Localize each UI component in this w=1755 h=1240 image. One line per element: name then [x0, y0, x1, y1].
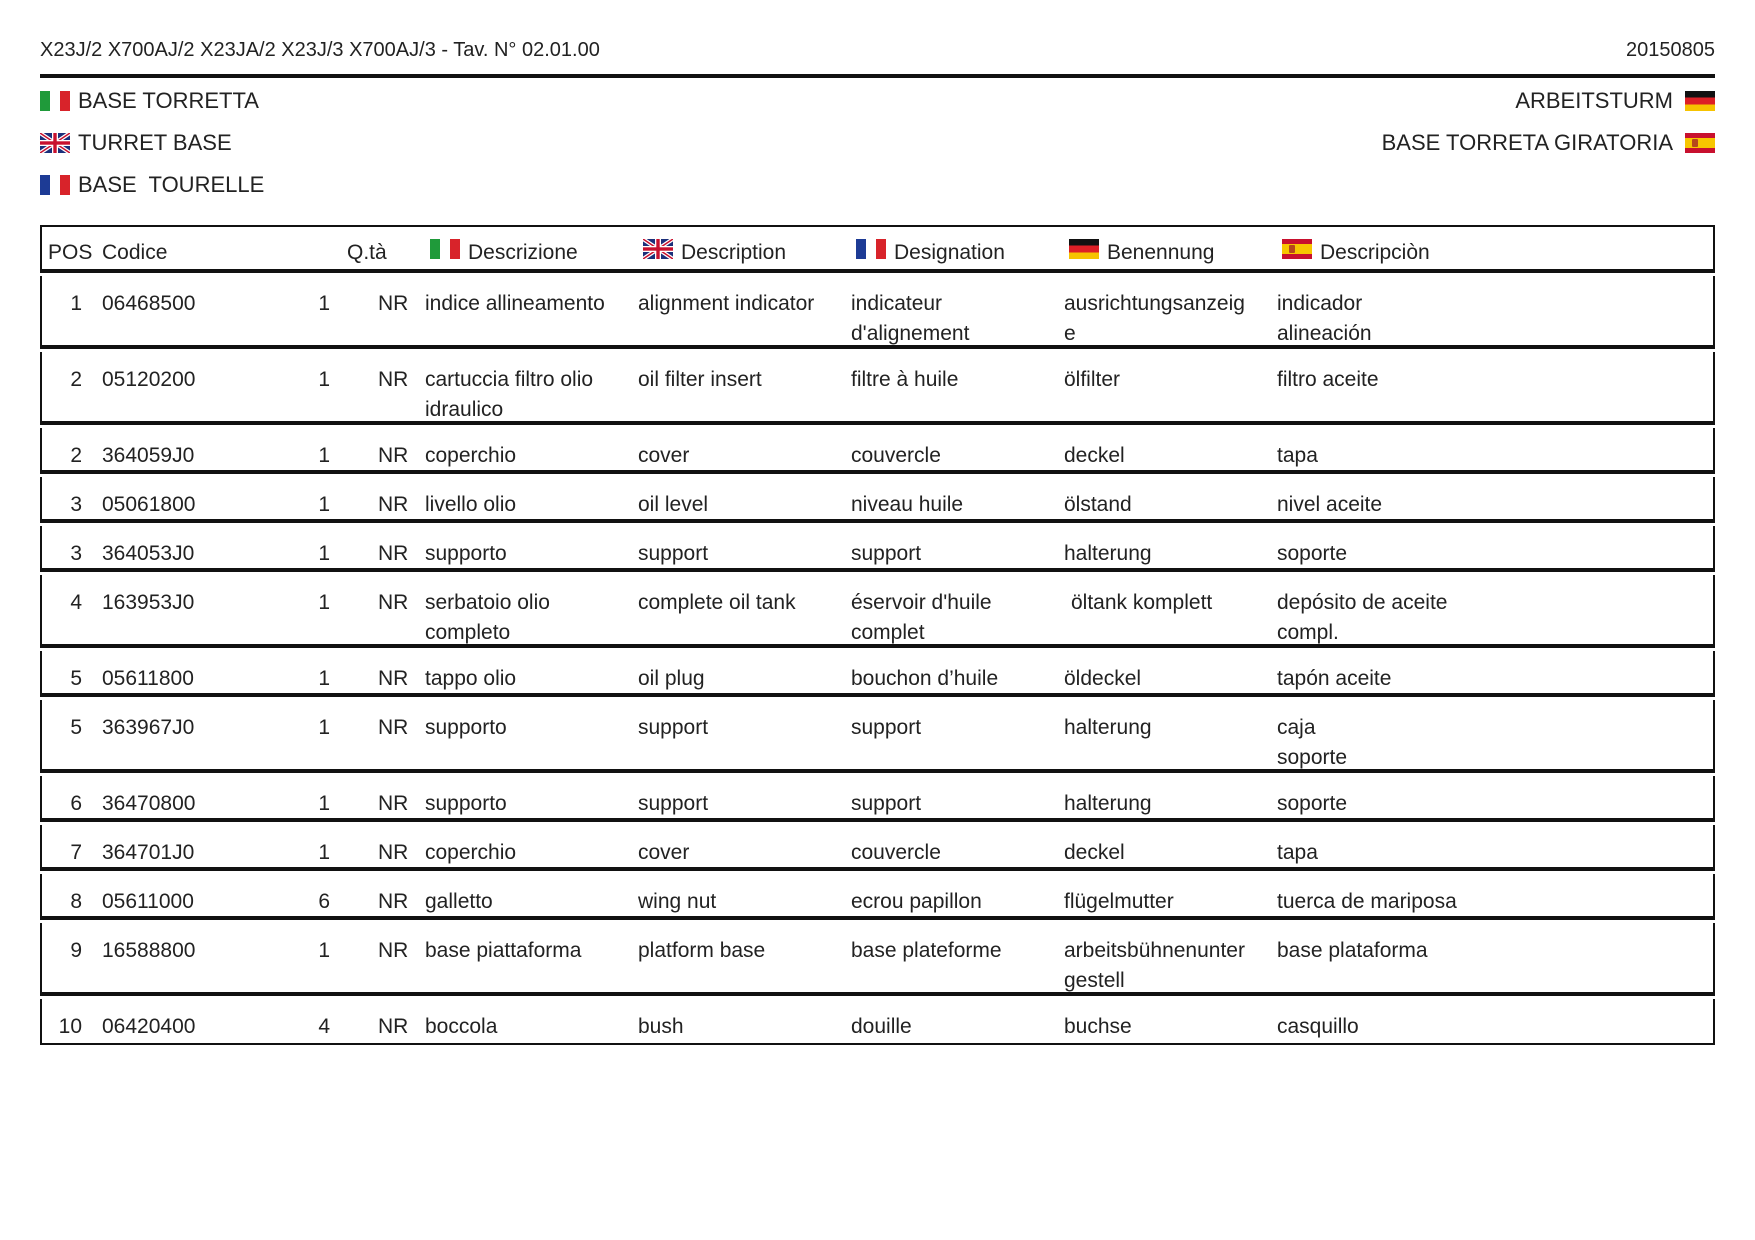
germany-flag-icon: [1685, 91, 1715, 111]
italy-flag-icon: [430, 239, 460, 259]
row-qty: 1: [318, 939, 330, 962]
row-desc-es: base plataforma: [1277, 939, 1428, 962]
row-desc-es: indicador alineación: [1277, 292, 1372, 345]
row-desc-it: indice allineamento: [425, 292, 605, 315]
row-desc-en: platform base: [638, 939, 766, 962]
col-it-label: Descrizione: [468, 241, 578, 264]
row-unit: NR: [378, 792, 409, 815]
row-desc-de: halterung: [1064, 792, 1152, 815]
table-row: [40, 651, 1715, 697]
row-desc-it: boccola: [425, 1015, 498, 1038]
row-desc-it: tappo olio: [425, 667, 517, 690]
row-qty: 1: [318, 444, 330, 467]
row-desc-fr: support: [851, 716, 922, 739]
col-qty: Q.tà: [347, 241, 387, 264]
row-desc-es: casquillo: [1277, 1015, 1359, 1038]
spain-flag-icon: [1685, 133, 1715, 153]
row-code: 364059J0: [102, 444, 195, 467]
table-row: [40, 874, 1715, 920]
row-desc-de: ausrichtungsanzeig e: [1064, 292, 1245, 345]
title-en-text: TURRET BASE: [78, 130, 232, 155]
col-code: Codice: [102, 241, 168, 264]
row-desc-it: supporto: [425, 792, 507, 815]
table-row: [40, 923, 1715, 996]
row-pos: 2: [70, 444, 82, 467]
row-pos: 2: [70, 368, 82, 391]
row-desc-es: tapa: [1277, 444, 1318, 467]
row-code: 06420400: [102, 1015, 196, 1038]
row-code: 364053J0: [102, 542, 195, 565]
row-unit: NR: [378, 368, 409, 391]
table-header: [40, 225, 1715, 273]
france-flag-icon: [856, 239, 886, 259]
row-code: 06468500: [102, 292, 196, 315]
row-desc-es: caja soporte: [1277, 716, 1348, 769]
row-desc-de: halterung: [1064, 716, 1152, 739]
row-desc-en: bush: [638, 1015, 684, 1038]
document-title: X23J/2 X700AJ/2 X23JA/2 X23J/3 X700AJ/3 - Tav. N° 02.01.00: [40, 39, 600, 61]
row-desc-en: oil level: [638, 493, 709, 516]
row-desc-fr: bouchon d’huile: [851, 667, 999, 690]
table-row: [40, 825, 1715, 871]
row-pos: 4: [70, 591, 82, 614]
row-pos: 6: [70, 792, 82, 815]
row-desc-es: nivel aceite: [1277, 493, 1383, 516]
row-code: 05611000: [102, 890, 194, 913]
row-desc-fr: support: [851, 542, 922, 565]
title-it-text: BASE TORRETTA: [78, 88, 259, 113]
table-row: [40, 428, 1715, 474]
uk-flag-icon: [40, 133, 70, 153]
row-desc-it: base piattaforma: [425, 939, 582, 962]
table-row: [40, 276, 1715, 349]
row-code: 05120200: [102, 368, 196, 391]
row-qty: 4: [318, 1015, 330, 1038]
row-unit: NR: [378, 890, 409, 913]
title-en: [40, 130, 232, 156]
row-unit: NR: [378, 1015, 409, 1038]
title-de-text: ARBEITSTURM: [1515, 88, 1673, 113]
row-qty: 1: [318, 792, 330, 815]
row-qty: 1: [318, 542, 330, 565]
row-desc-fr: couvercle: [851, 444, 941, 467]
row-pos: 3: [70, 493, 82, 516]
row-unit: NR: [378, 841, 409, 864]
table-row: [40, 776, 1715, 822]
row-desc-de: öldeckel: [1064, 667, 1142, 690]
row-unit: NR: [378, 939, 409, 962]
row-desc-en: complete oil tank: [638, 591, 796, 614]
row-unit: NR: [378, 542, 409, 565]
row-desc-de: deckel: [1064, 841, 1125, 864]
table-row: [40, 700, 1715, 773]
table-row: [40, 526, 1715, 572]
row-qty: 1: [318, 716, 330, 739]
row-unit: NR: [378, 493, 409, 516]
row-pos: 7: [70, 841, 82, 864]
row-code: 363967J0: [102, 716, 195, 739]
row-code: 36470800: [102, 792, 196, 815]
row-desc-de: öltank komplett: [1071, 591, 1213, 614]
row-pos: 3: [70, 542, 82, 565]
row-desc-fr: couvercle: [851, 841, 941, 864]
row-desc-de: buchse: [1064, 1015, 1132, 1038]
header-divider: [40, 74, 1715, 78]
table-row: [40, 575, 1715, 648]
row-desc-fr: support: [851, 792, 922, 815]
col-it: [430, 241, 578, 265]
table-row: [40, 352, 1715, 425]
row-code: 16588800: [102, 939, 196, 962]
row-desc-de: arbeitsbühnenunter gestell: [1064, 939, 1245, 992]
col-fr-label: Designation: [894, 241, 1005, 264]
italy-flag-icon: [40, 91, 70, 111]
row-desc-fr: base plateforme: [851, 939, 1002, 962]
row-pos: 8: [70, 890, 82, 913]
row-desc-es: filtro aceite: [1277, 368, 1379, 391]
row-desc-de: ölfilter: [1064, 368, 1121, 391]
col-en-label: Description: [681, 241, 787, 264]
row-desc-de: deckel: [1064, 444, 1125, 467]
title-fr: [40, 172, 264, 198]
row-qty: 1: [318, 841, 330, 864]
row-desc-it: serbatoio olio completo: [425, 591, 550, 644]
col-pos: POS: [48, 241, 93, 264]
row-desc-en: cover: [638, 841, 690, 864]
row-desc-es: tapón aceite: [1277, 667, 1392, 690]
row-desc-es: tapa: [1277, 841, 1318, 864]
row-qty: 1: [318, 368, 330, 391]
row-desc-es: soporte: [1277, 792, 1348, 815]
col-es: [1282, 241, 1430, 265]
row-desc-en: alignment indicator: [638, 292, 815, 315]
row-unit: NR: [378, 667, 409, 690]
spain-flag-icon: [1282, 239, 1312, 259]
france-flag-icon: [40, 175, 70, 195]
row-desc-en: support: [638, 542, 709, 565]
col-de: [1069, 241, 1214, 265]
row-pos: 9: [70, 939, 82, 962]
row-desc-en: cover: [638, 444, 690, 467]
row-code: 05061800: [102, 493, 196, 516]
row-desc-fr: ecrou papillon: [851, 890, 982, 913]
row-qty: 6: [318, 890, 330, 913]
row-pos: 5: [70, 667, 82, 690]
col-fr: [856, 241, 1005, 265]
row-desc-fr: filtre à huile: [851, 368, 959, 391]
row-unit: NR: [378, 292, 409, 315]
row-unit: NR: [378, 591, 409, 614]
row-desc-fr: niveau huile: [851, 493, 964, 516]
row-desc-it: supporto: [425, 542, 507, 565]
col-en: [643, 241, 786, 265]
row-desc-en: oil plug: [638, 667, 705, 690]
title-es: [1382, 130, 1715, 156]
title-de: [1515, 88, 1715, 114]
uk-flag-icon: [643, 239, 673, 259]
row-code: 364701J0: [102, 841, 195, 864]
row-desc-it: coperchio: [425, 444, 517, 467]
row-desc-de: flügelmutter: [1064, 890, 1174, 913]
row-desc-fr: douille: [851, 1015, 912, 1038]
title-es-text: BASE TORRETA GIRATORIA: [1381, 130, 1673, 155]
row-desc-de: halterung: [1064, 542, 1152, 565]
row-desc-de: ölstand: [1064, 493, 1132, 516]
row-desc-it: cartuccia filtro olio idraulico: [425, 368, 594, 421]
table-row: [40, 477, 1715, 523]
parts-table: [40, 225, 1715, 1045]
row-desc-en: wing nut: [638, 890, 717, 913]
document-date: 20150805: [1626, 39, 1715, 61]
row-desc-it: coperchio: [425, 841, 517, 864]
row-qty: 1: [318, 591, 330, 614]
germany-flag-icon: [1069, 239, 1099, 259]
row-desc-it: supporto: [425, 716, 507, 739]
title-fr-text: BASE TOURELLE: [78, 172, 265, 197]
row-pos: 1: [70, 292, 82, 315]
row-desc-fr: indicateur d'alignement: [851, 292, 970, 345]
row-desc-es: soporte: [1277, 542, 1348, 565]
row-desc-en: support: [638, 792, 709, 815]
row-qty: 1: [318, 493, 330, 516]
row-desc-es: depósito de aceite compl.: [1277, 591, 1448, 644]
row-unit: NR: [378, 716, 409, 739]
row-desc-it: galletto: [425, 890, 493, 913]
row-desc-en: support: [638, 716, 709, 739]
row-code: 05611800: [102, 667, 194, 690]
row-pos: 5: [70, 716, 82, 739]
row-unit: NR: [378, 444, 409, 467]
row-desc-en: oil filter insert: [638, 368, 762, 391]
col-de-label: Benennung: [1107, 241, 1215, 264]
row-desc-fr: éservoir d'huile complet: [851, 591, 992, 644]
title-it: [40, 88, 259, 114]
row-qty: 1: [318, 667, 330, 690]
col-es-label: Descripciòn: [1320, 241, 1430, 264]
row-desc-it: livello olio: [425, 493, 517, 516]
table-row: [40, 999, 1715, 1045]
row-desc-es: tuerca de mariposa: [1277, 890, 1457, 913]
row-pos: 10: [58, 1015, 82, 1038]
row-code: 163953J0: [102, 591, 195, 614]
row-qty: 1: [318, 292, 330, 315]
